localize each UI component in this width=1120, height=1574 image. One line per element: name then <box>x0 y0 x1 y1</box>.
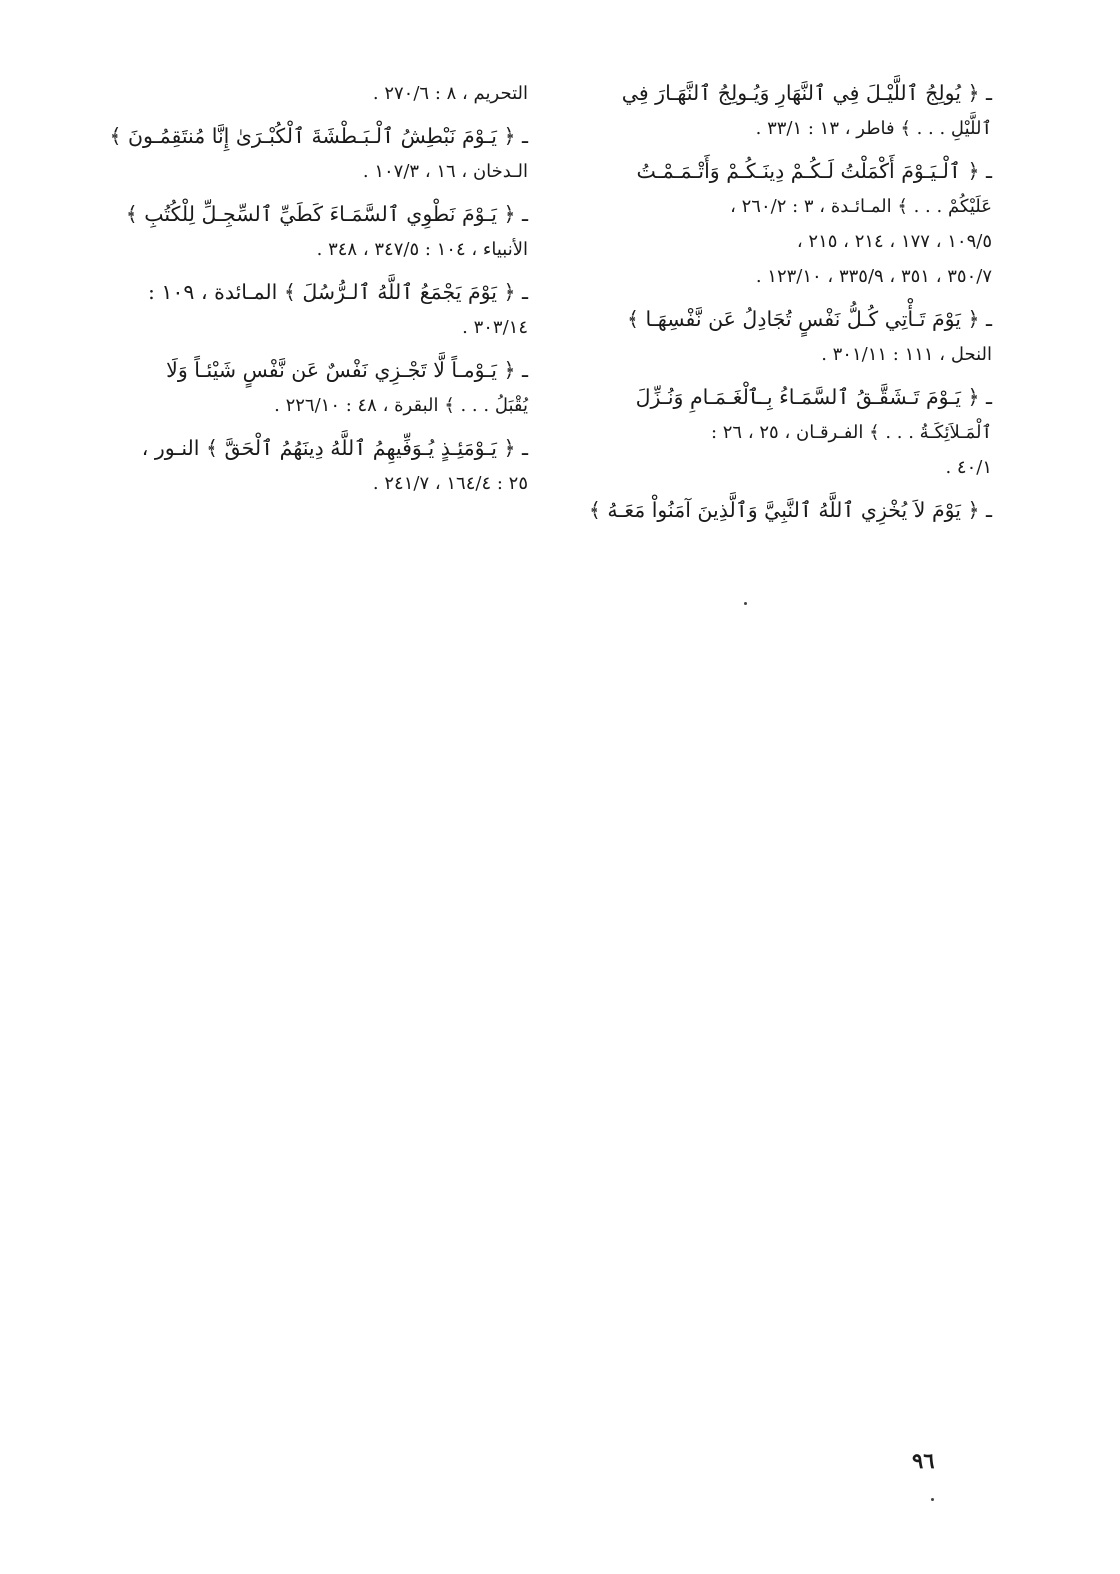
entry-line: ٣٠٣/١٤ . <box>462 317 528 338</box>
index-column-right <box>556 76 992 536</box>
entry-line: ١٠٩/٥ ، ١٧٧ ، ٢١٤ ، ٢١٥ ، <box>796 231 992 252</box>
entry-line: الأنبياء ، ١٠٤ : ٣٤٧/٥ ، ٣٤٨ . <box>316 239 528 260</box>
entry-line: التحريم ، ٨ : ٢٧٠/٦ . <box>372 83 528 104</box>
entry-line: ٢٥ : ١٦٤/٤ ، ٢٤١/٧ . <box>372 473 528 494</box>
entry-line: ـ ﴿ يَوْمَ تَـأْتِي كُـلُّ نَفْسٍ تُجَادِلُ عَن نَّفْسِهَـا ﴾ <box>626 307 992 331</box>
entry-line: ـ ﴿ يَـوْمَ نَطْوِي ٱلسَّمَـاءَ كَطَيِّ ٱلسِّجِـلِّ لِلْكُتُبِ ﴾ <box>125 202 528 226</box>
index-entry <box>92 353 528 423</box>
index-entry <box>92 275 528 345</box>
page-number: ٩٦ <box>912 1448 935 1473</box>
entry-line: ـ ﴿ يَوْمَ يَجْمَعُ ٱللَّهُ ٱلـرُّسُلَ ﴾ المـائدة ، ١٠٩ : <box>147 280 528 304</box>
entry-line: ـ ﴿ ٱلْـيَـوْمَ أَكْمَلْتُ لَـكُـمْ دِينَـكُـمْ وَأَتْـمَـمْـتُ <box>636 159 992 183</box>
index-entry <box>556 154 992 294</box>
entry-line: ـ ﴿ يَـوْمَ تَـشَقَّـقُ ٱلسَّمَـاءُ بِـٱلْغَـمَـامِ وَنُـزِّلَ <box>635 385 992 409</box>
entry-line: يُقْبَلُ . . . ﴾ البقرة ، ٤٨ : ٢٢٦/١٠ . <box>274 395 528 416</box>
entry-line: ـ ﴿ يَـوْمَ نَبْطِشُ ٱلْـبَـطْشَةَ ٱلْكُبْـرَىٰ إِنَّا مُنتَقِمُـونَ ﴾ <box>109 124 528 148</box>
entry-line: ـ ﴿ يُولِجُ ٱللَّيْـلَ فِي ٱلنَّهَارِ وَيُـولِجُ ٱلنَّهَـارَ فِي <box>621 81 992 105</box>
entry-line: ٤٠/١ . <box>945 457 992 478</box>
index-entry <box>556 493 992 528</box>
entry-line: عَلَيْكُمْ . . . ﴾ المـائـدة ، ٣ : ٢٦٠/٢ ، <box>730 196 992 217</box>
index-entry <box>556 380 992 485</box>
scan-speck <box>931 1498 934 1501</box>
index-entry <box>92 119 528 189</box>
entry-line: ٣٥٠/٧ ، ٣٥١ ، ٣٣٥/٩ ، ١٢٣/١٠ . <box>755 266 992 287</box>
index-entry <box>556 302 992 372</box>
index-column-left <box>92 76 528 509</box>
entry-line: النحل ، ١١١ : ٣٠١/١١ . <box>821 344 992 365</box>
index-entry <box>92 431 528 501</box>
entry-line: ـ ﴿ يَـوْمـاً لَّا تَجْـزِي نَفْسٌ عَن نَّفْسٍ شَيْئـاً وَلَا <box>166 358 528 382</box>
index-entry <box>92 197 528 267</box>
entry-line: ـ ﴿ يَوْمَ لاَ يُخْزِي ٱللَّهُ ٱلنَّبِيَّ وَٱلَّذِينَ آمَنُواْ مَعَـهُ ﴾ <box>588 498 992 522</box>
entry-line: ٱللَّيْلِ . . . ﴾ فاطر ، ١٣ : ٣٣/١ . <box>755 118 992 139</box>
scan-speck <box>744 602 747 605</box>
index-entry <box>556 76 992 146</box>
entry-line: الـدخان ، ١٦ ، ١٠٧/٣ . <box>362 161 528 182</box>
entry-line: ٱلْمَـلاَئِكَـةُ . . . ﴾ الفـرقـان ، ٢٥ ، ٢٦ : <box>710 422 992 443</box>
entry-line: ـ ﴿ يَـوْمَئِـذٍ يُـوَفِّيهِمُ ٱللَّهُ دِينَهُمُ ٱلْحَقَّ ﴾ النـور ، <box>141 436 528 460</box>
index-entry <box>92 76 528 111</box>
